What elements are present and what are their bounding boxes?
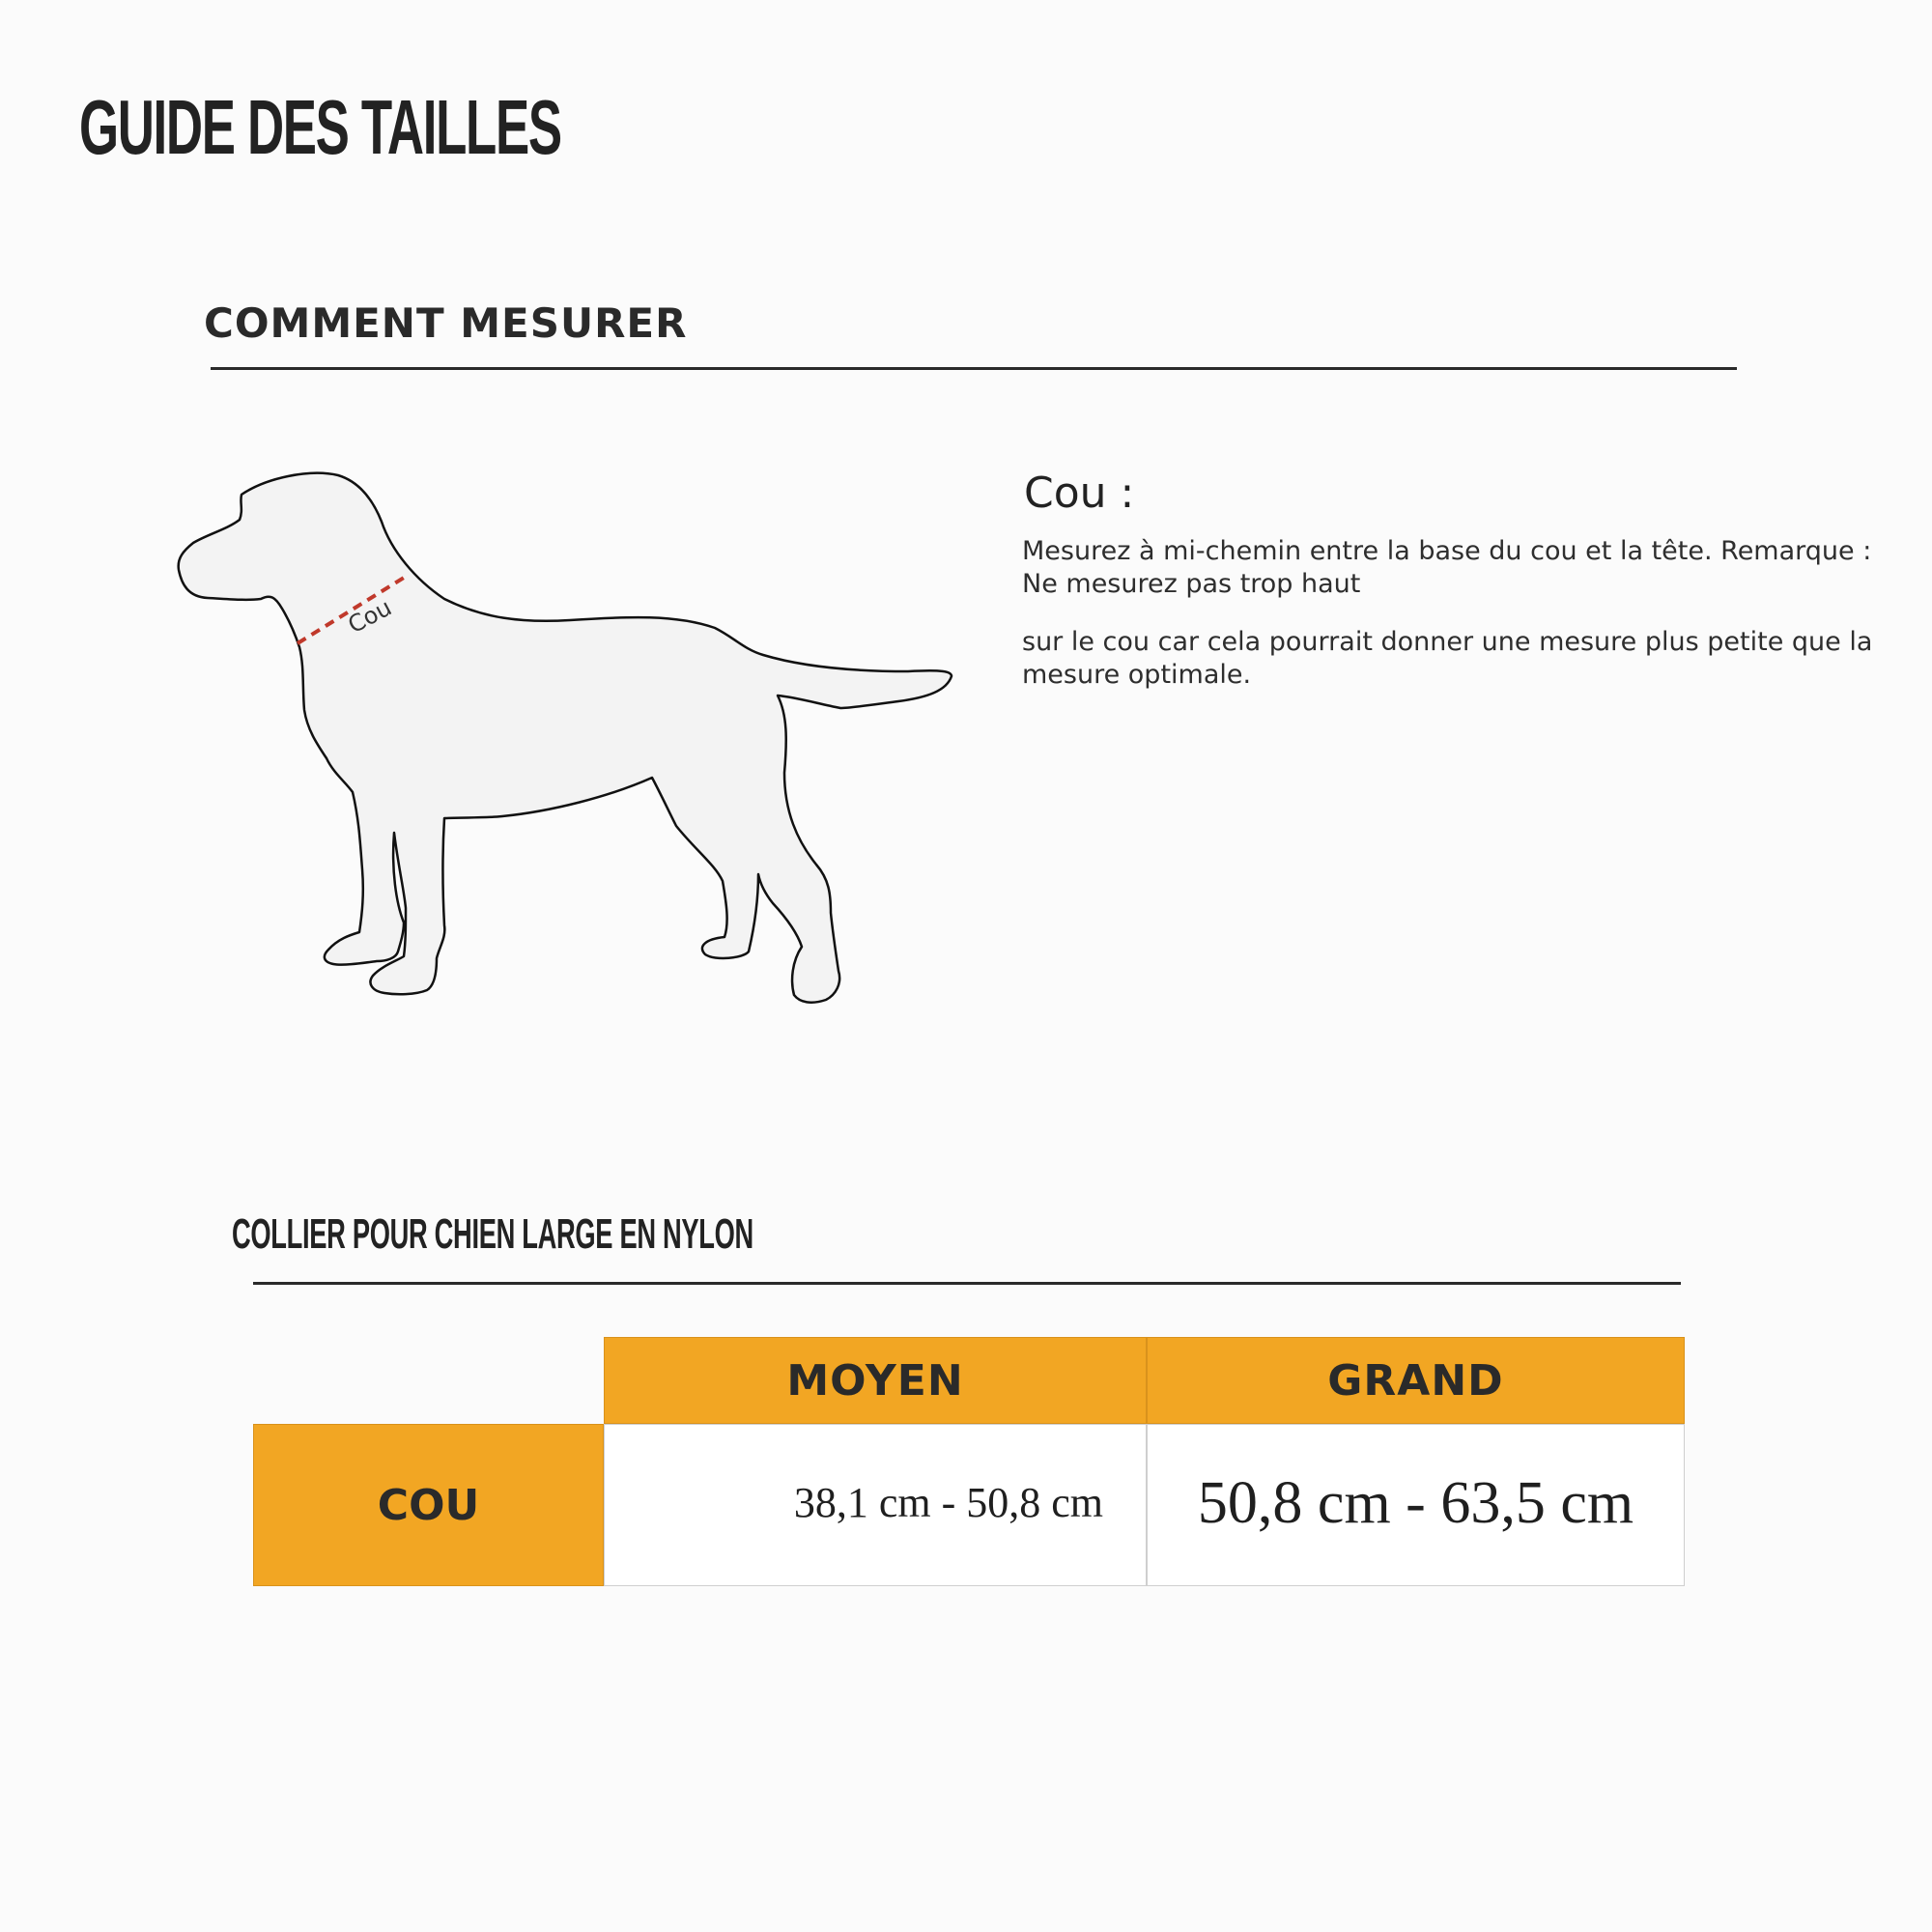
size-value-moyen: 38,1 cm - 50,8 cm xyxy=(604,1424,1147,1586)
page-title: GUIDE DES TAILLES xyxy=(79,84,561,170)
column-header-grand: GRAND xyxy=(1147,1337,1685,1424)
column-header-moyen: MOYEN xyxy=(604,1337,1147,1424)
dog-outline xyxy=(179,473,952,1003)
dog-measure-diagram xyxy=(164,454,976,1014)
measure-heading: Cou : xyxy=(1024,469,1135,518)
size-table xyxy=(253,1337,1685,1588)
section-title-how-to-measure: COMMENT MESURER xyxy=(204,299,688,347)
neck-measure-label: Cou xyxy=(343,593,397,639)
measure-instructions: Mesurez à mi-chemin entre la base du cou et la tête. Remarque : Ne mesurez pas trop haut xyxy=(1022,536,1872,599)
product-title: COLLIER POUR CHIEN LARGE EN NYLON xyxy=(232,1210,753,1258)
measure-instructions-continued: sur le cou car cela pourrait donner une mesure plus petite que la mesure optimale. xyxy=(1022,627,1873,690)
size-value-grand: 50,8 cm - 63,5 cm xyxy=(1147,1424,1685,1586)
row-header-cou: COU xyxy=(253,1424,604,1586)
product-divider xyxy=(253,1282,1681,1285)
section-divider xyxy=(211,367,1737,370)
